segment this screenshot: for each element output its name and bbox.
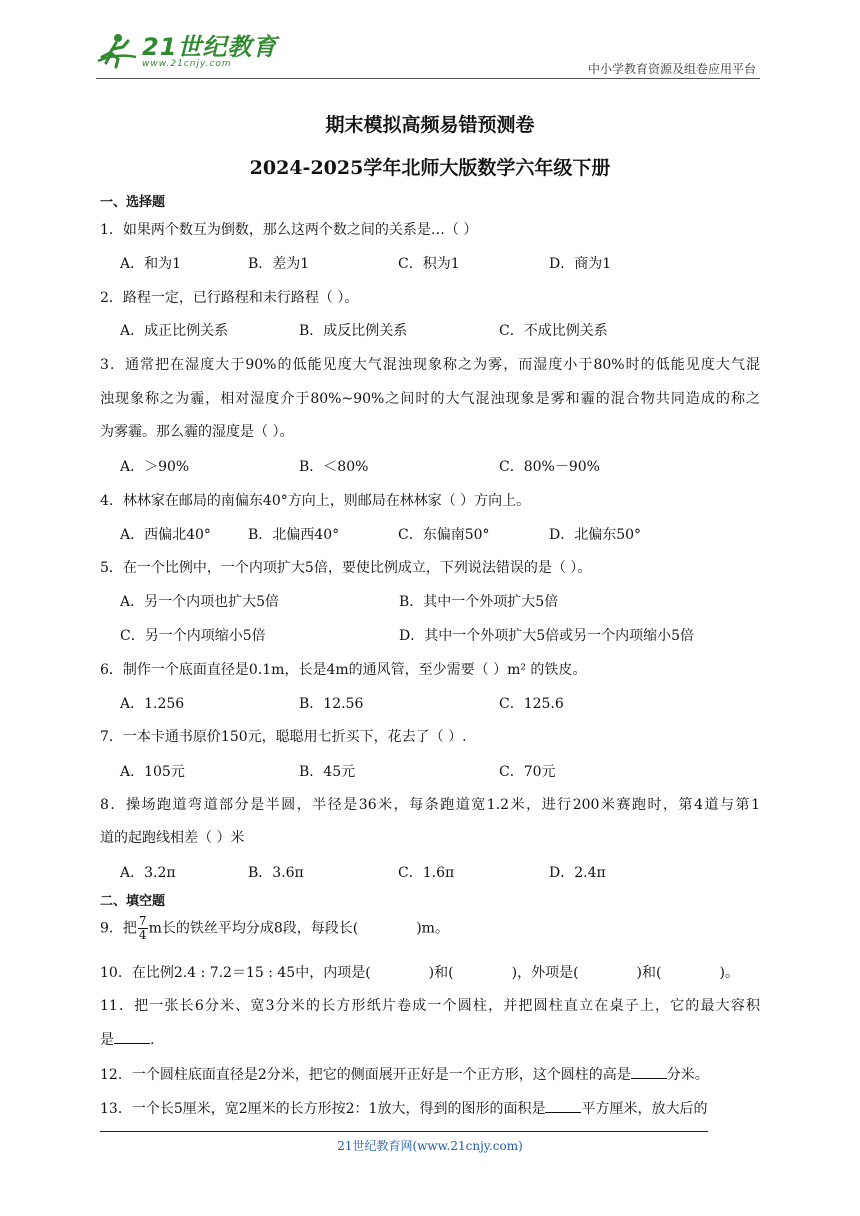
logo-url: www.21cnjy.com [142, 58, 232, 69]
q8-option-a: A．3.2π [120, 865, 176, 881]
q3-option-a: A．＞90% [120, 459, 190, 475]
q5-option-d: D．其中一个外项扩大5倍或另一个内项缩小5倍 [399, 628, 695, 644]
q7-option-a: A．105元 [120, 764, 185, 780]
q7-option-c: C．70元 [499, 764, 556, 780]
q12-prefix: 12．一个圆柱底面直径是2分米，把它的侧面展开正好是一个正方形，这个圆柱的高是 [100, 1067, 631, 1083]
q4-option-a: A．西偏北40° [120, 527, 211, 543]
q11-prefix: 是 [100, 1032, 114, 1048]
question-12 [100, 1064, 709, 1084]
question-3-line-1: 3．通常把在湿度大于90%的低能见度大气混浊现象称之为雾，而湿度小于80%时的低能见度大气混 [100, 357, 760, 373]
question-4: 4．林林家在邮局的南偏东40°方向上，则邮局在林林家（ ）方向上。 [100, 493, 531, 509]
fraction-numerator: 7 [138, 914, 147, 928]
q5-option-c: C．另一个内项缩小5倍 [120, 628, 266, 644]
q12-answer-blank[interactable] [631, 1064, 667, 1079]
q8-option-c: C．1.6π [398, 865, 455, 881]
question-8-line-1: 8．操场跑道弯道部分是半圆，半径是36米，每条跑道宽1.2米，进行200米赛跑时，第4道与第1 [100, 797, 760, 813]
runner-logo-icon [96, 31, 138, 73]
question-9 [100, 915, 449, 942]
q2-option-b: B．成反比例关系 [299, 323, 408, 339]
question-3-line-2: 浊现象称之为霾，相对湿度介于80%~90%之间时的大气混浊现象是雾和霾的混合物共同造成的称之 [100, 391, 760, 407]
footer-divider [100, 1131, 708, 1132]
q4-option-b: B．北偏西40° [248, 527, 340, 543]
exam-subtitle: 2024-2025学年北师大版数学六年级下册 [249, 157, 611, 179]
q1-option-c: C．积为1 [398, 256, 460, 272]
q4-option-d: D．北偏东50° [549, 527, 642, 543]
q5-option-b: B．其中一个外项扩大5倍 [399, 594, 559, 610]
question-10 [100, 962, 739, 982]
question-8-line-2: 道的起跑线相差（ ）米 [100, 830, 245, 846]
question-11-line-1: 11．把一张长6分米、宽3分米的长方形纸片卷成一个圆柱，并把圆柱直立在桌子上，它的最大容积 [100, 998, 760, 1014]
header-platform-text: 中小学教育资源及组卷应用平台 [587, 62, 756, 76]
q2-option-a: A．成正比例关系 [120, 323, 229, 339]
q1-option-b: B．差为1 [248, 256, 310, 272]
q7-option-b: B．45元 [299, 764, 356, 780]
question-3-line-3: 为雾霾。那么霾的湿度是（ ）。 [100, 424, 294, 440]
section-choice-heading: 一、选择题 [100, 195, 166, 210]
question-5: 5．在一个比例中，一个内项扩大5倍，要使比例成立，下列说法错误的是（ ）。 [100, 560, 592, 576]
q1-option-a: A．和为1 [120, 256, 182, 272]
question-6: 6．制作一个底面直径是0.1m，长是4m的通风管，至少需要（ ）m² 的铁皮。 [100, 662, 587, 678]
q13-suffix: 平方厘米，放大后的 [581, 1101, 708, 1117]
q8-option-b: B．3.6π [248, 865, 304, 881]
footer-link[interactable]: 21世纪教育网(www.21cnjy.com) [337, 1139, 523, 1153]
q2-option-c: C．不成比例关系 [499, 323, 608, 339]
q6-option-b: B．12.56 [299, 696, 364, 712]
q10-prefix: 10．在比例2.4 : 7.2＝15 : 45中，内项是( [100, 965, 371, 981]
fraction-seven-fourths [138, 915, 148, 942]
q10-end: )。 [719, 965, 739, 981]
fraction-denominator: 4 [138, 928, 147, 942]
q9-suffix: )m。 [416, 920, 449, 937]
q13-answer-blank[interactable] [545, 1098, 581, 1113]
question-11-line-2 [100, 1029, 154, 1049]
q3-option-b: B．＜80% [299, 459, 369, 475]
question-13 [100, 1098, 707, 1118]
q3-option-c: C．80%－90% [499, 459, 600, 475]
question-2: 2．路程一定，已行路程和未行路程（ ）。 [100, 290, 359, 306]
exam-title: 期末模拟高频易错预测卷 [325, 114, 535, 136]
q11-suffix: . [150, 1032, 155, 1048]
q4-option-c: C．东偏南50° [398, 527, 490, 543]
q13-prefix: 13．一个长5厘米，宽2厘米的长方形按2：1放大，得到的图形的面积是 [100, 1101, 546, 1117]
q11-answer-blank[interactable] [114, 1029, 150, 1044]
page-header [96, 30, 760, 78]
q8-option-d: D．2.4π [549, 865, 606, 881]
logo [96, 30, 277, 74]
question-7: 7．一本卡通书原价150元，聪聪用七折买下，花去了（ ）. [100, 729, 467, 745]
q5-option-a: A．另一个内项也扩大5倍 [120, 594, 280, 610]
section-fill-heading: 二、填空题 [100, 894, 166, 909]
q10-mid: )，外项是( [511, 965, 579, 981]
q12-suffix: 分米。 [666, 1067, 709, 1083]
q6-option-c: C．125.6 [499, 696, 564, 712]
question-1: 1．如果两个数互为倒数，那么这两个数之间的关系是…（ ） [100, 222, 478, 238]
q9-middle: m长的铁丝平均分成8段，每段长( [148, 920, 359, 937]
q10-and-2: )和( [636, 965, 662, 981]
logo-text: 21世纪教育 [142, 32, 278, 61]
q9-prefix: 9．把 [100, 920, 137, 937]
header-divider [96, 78, 760, 79]
q1-option-d: D．商为1 [549, 256, 612, 272]
q6-option-a: A．1.256 [120, 696, 185, 712]
q10-and-1: )和( [428, 965, 454, 981]
